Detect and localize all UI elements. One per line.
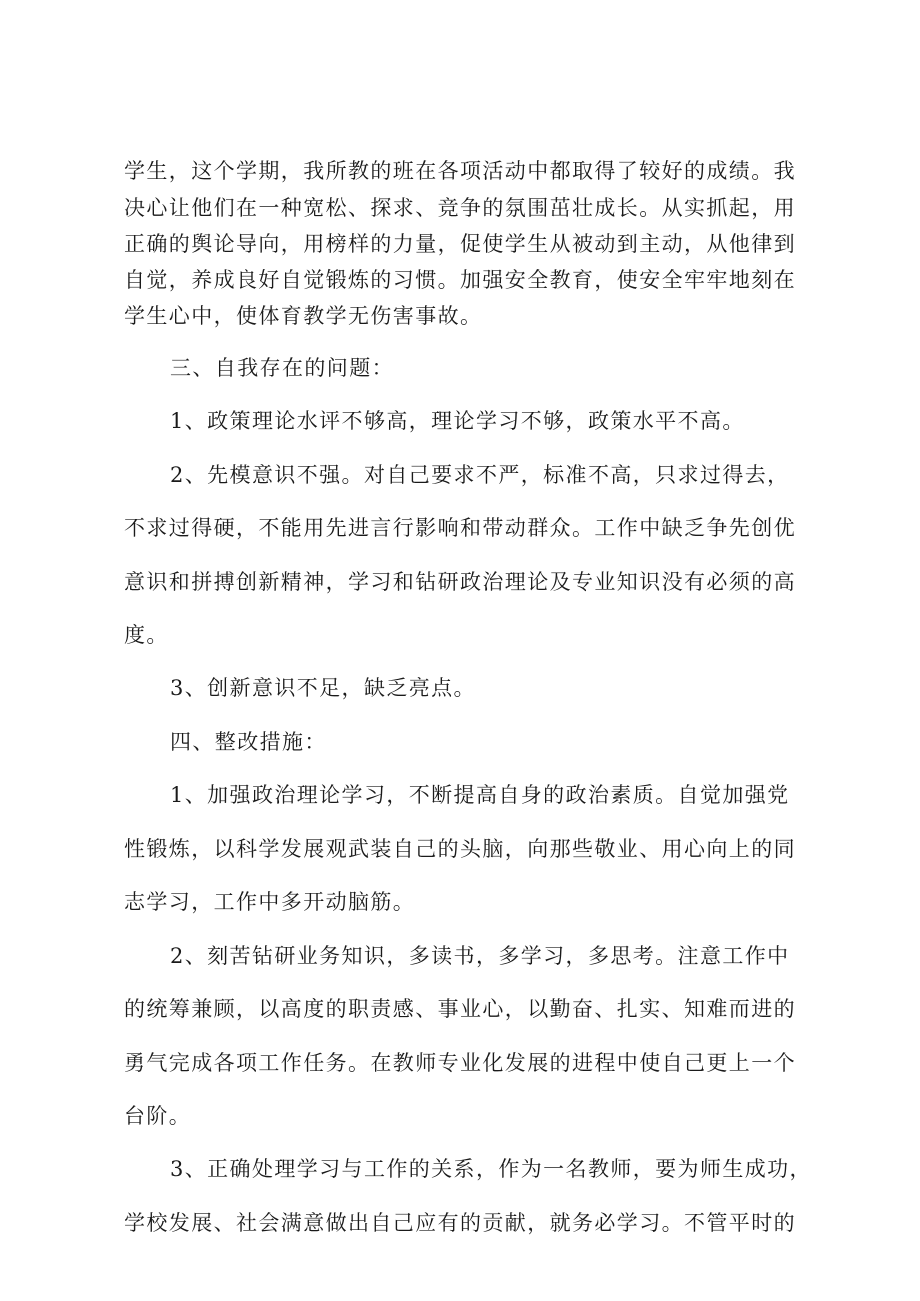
paragraph-line: 性锻炼，以科学发展观武装自己的头脑，向那些敬业、用心向上的同 xyxy=(124,837,796,861)
paragraph-line: 台阶。 xyxy=(124,1104,192,1128)
section-heading-problems: 三、自我存在的问题： xyxy=(170,356,394,380)
paragraph-line: 意识和拼搏创新精神，学习和钻研政治理论及专业知识没有必须的高 xyxy=(124,570,796,594)
list-item-2: 2、刻苦钻研业务知识，多读书，多学习，多思考。注意工作中 xyxy=(170,944,790,968)
list-item-2: 2、先模意识不强。对自己要求不严，标准不高，只求过得去， xyxy=(170,463,790,487)
paragraph-line: 的统筹兼顾，以高度的职责感、事业心，以勤奋、扎实、知难而进的 xyxy=(124,997,796,1021)
list-item-3: 3、创新意识不足，缺乏亮点。 xyxy=(170,676,476,700)
paragraph-line: 学生，这个学期，我所教的班在各项活动中都取得了较好的成绩。我 xyxy=(124,159,796,183)
paragraph-line: 度。 xyxy=(124,623,169,647)
list-item-3: 3、正确处理学习与工作的关系，作为一名教师，要为师生成功， xyxy=(170,1157,812,1181)
paragraph-line: 学生心中，使体育教学无伤害事故。 xyxy=(124,304,483,328)
paragraph-line: 勇气完成各项工作任务。在教师专业化发展的进程中使自己更上一个 xyxy=(124,1051,796,1075)
paragraph-line: 自觉，养成良好自觉锻炼的习惯。加强安全教育，使安全牢牢地刻在 xyxy=(124,268,796,292)
list-item-1: 1、政策理论水评不够高，理论学习不够，政策水平不高。 xyxy=(170,409,745,433)
paragraph-line: 决心让他们在一种宽松、探求、竞争的氛围茁壮成长。从实抓起，用 xyxy=(124,196,796,220)
paragraph-line: 不求过得硬，不能用先进言行影响和带动群众。工作中缺乏争先创优 xyxy=(124,516,796,540)
paragraph-line: 志学习，工作中多开动脑筋。 xyxy=(124,890,416,914)
list-item-1: 1、加强政治理论学习，不断提高自身的政治素质。自觉加强党 xyxy=(170,783,790,807)
section-heading-measures: 四、整改措施： xyxy=(170,730,327,754)
paragraph-line: 正确的舆论导向，用榜样的力量，促使学生从被动到主动，从他律到 xyxy=(124,232,796,256)
paragraph-line: 学校发展、社会满意做出自己应有的贡献，就务必学习。不管平时的 xyxy=(124,1211,796,1235)
